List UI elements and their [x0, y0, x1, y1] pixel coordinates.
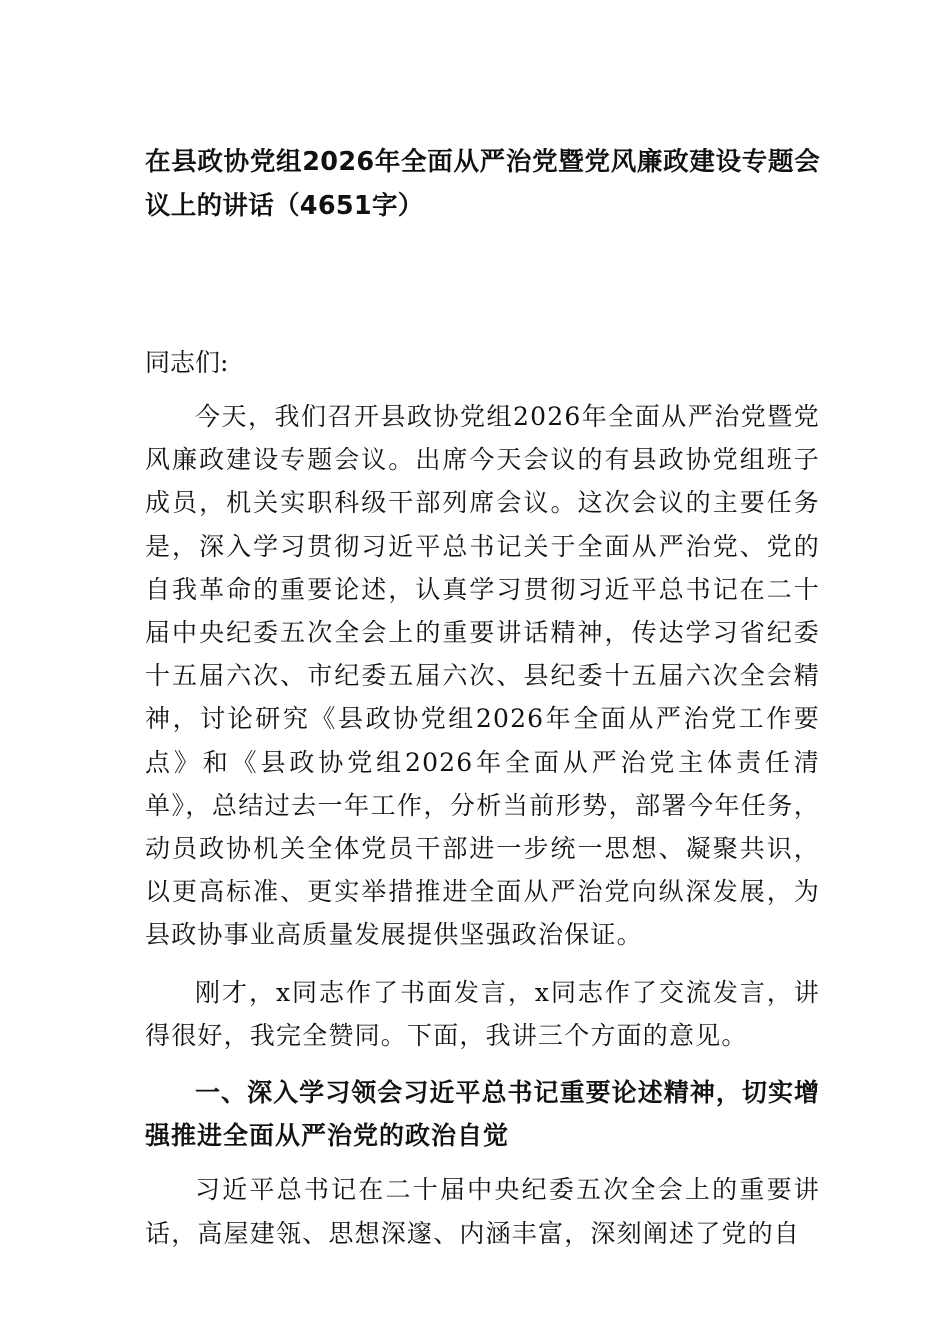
document-body — [145, 140, 820, 1255]
body-paragraph-1: 今天，我们召开县政协党组2026年全面从严治党暨党风廉政建设专题会议。出席今天会议的有县政协党组班子成员，机关实职科级干部列席会议。这次会议的主要任务是，深入学习贯彻习近平总书记关于全面从严治党、党的自我革命的重要论述，认真学习贯彻习近平总书记在二十届中央纪委五次全会上的重要讲话精神，传达学习省纪委十五届六次、市纪委五届六次、县纪委十五届六次全会精神，讨论研究《县政协党组2026年全面从严治党工作要点》和《县政协党组2026年全面从严治党主体责任清单》，总结过去一年工作，分析当前形势，部署今年任务，动员政协机关全体党员干部进一步统一思想、凝聚共识，以更高标准、更实举措推进全面从严治党向纵深发展，为县政协事业高质量发展提供坚强政治保证。 — [145, 402, 820, 950]
section-heading-1: 一、深入学习领会习近平总书记重要论述精神，切实增强推进全面从严治党的政治自觉 — [145, 1078, 820, 1151]
section-paragraph-1: 习近平总书记在二十届中央纪委五次全会上的重要讲话，高屋建瓴、思想深邃、内涵丰富，深刻阐述了党的自 — [145, 1175, 820, 1248]
body-paragraph-2: 刚才，x同志作了书面发言，x同志作了交流发言，讲得很好，我完全赞同。下面，我讲三个方面的意见。 — [145, 977, 820, 1050]
document-title: 在县政协党组2026年全面从严治党暨党风廉政建设专题会议上的讲话（4651字） — [145, 147, 820, 221]
salutation: 同志们: — [145, 348, 229, 377]
